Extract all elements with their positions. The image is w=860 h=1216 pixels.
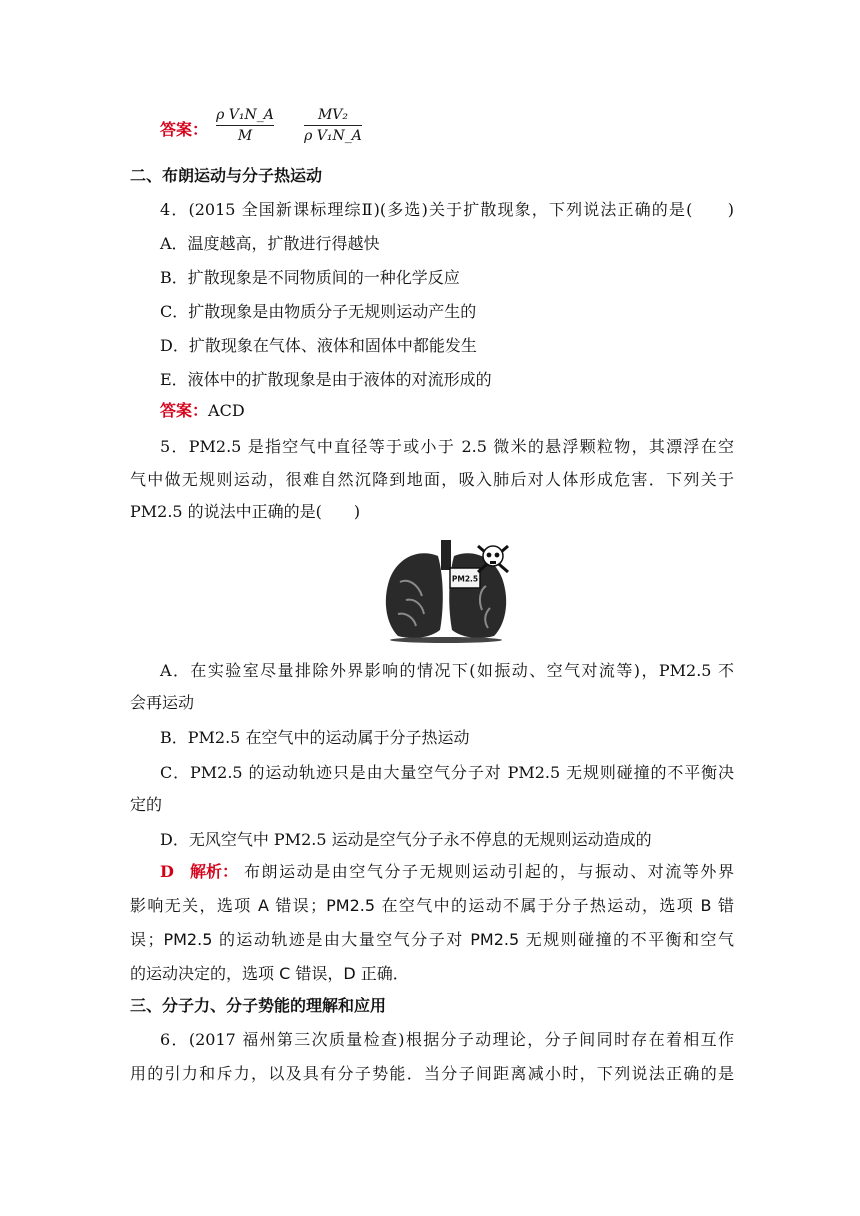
q5-option-a-line-2: 会再运动 [130,693,195,712]
q5-option-c-line-1: C．PM2.5 的运动轨迹只是由大量空气分子对 PM2.5 无规则碰撞的不平衡决 [160,763,734,782]
q4-option-e: E．液体中的扩散现象是由于液体的对流形成的 [160,370,492,389]
q4-option-b: B．扩散现象是不同物质间的一种化学反应 [160,268,460,287]
trachea-shape [441,540,451,570]
q5-option-a-line-1: A．在实验室尽量排除外界影响的情况下(如振动、空气对流等)，PM2.5 不 [160,661,734,680]
q5-option-d: D．无风空气中 PM2.5 运动是空气分子永不停息的无规则运动造成的 [160,830,652,849]
q5-analysis-line-2: 影响无关，选项 A 错误；PM2.5 在空气中的运动不属于分子热运动，选项 B 错 [130,896,734,915]
q5-analysis-label: 解析： [190,862,239,881]
q6-stem-line-1: 6．(2017 福州第三次质量检查)根据分子动理论，分子间同时存在着相互作 [160,1030,734,1049]
q6-stem-line-2: 用的引力和斥力，以及具有分子势能．当分子间距离减小时，下列说法正确的是 [130,1064,734,1083]
lungs-illustration [378,538,518,644]
fraction-2-numerator: MV₂ [317,107,349,123]
section-3-title: 三、分子力、分子势能的理解和应用 [130,996,387,1015]
pm-chip-label: PM2.5 [451,574,479,584]
q5-option-c-line-2: 定的 [130,795,163,814]
q5-stem-line-3: PM2.5 的说法中正确的是( ) [130,502,361,521]
q4-answer-label: 答案： [160,401,209,420]
right-lung-shape [449,553,506,638]
fraction-2-bar [304,125,362,126]
q5-answer-letter: D [160,862,174,881]
section-2-title: 二、布朗运动与分子热运动 [130,166,323,185]
fraction-2-denominator: ρ V₁N_A [304,128,362,144]
q4-option-a: A．温度越高，扩散进行得越快 [160,234,380,253]
q5-stem-line-2: 气中做无规则运动，很难自然沉降到地面，吸入肺后对人体形成危害．下列关于 [130,470,734,489]
q5-analysis-line-1: 布朗运动是由空气分子无规则运动引起的，与振动、对流等外界 [244,862,734,881]
q4-answer-value: ACD [208,401,245,420]
q4-answer [160,401,764,421]
answer-label: 答案： [160,120,209,139]
fraction-1 [216,106,274,145]
q5-stem-line-1: 5．PM2.5 是指空气中直径等于或小于 2.5 微米的悬浮颗粒物，其漂浮在空 [160,437,734,456]
ground-shadow [390,637,502,643]
q5-analysis-line-3: 误；PM2.5 的运动轨迹是由大量空气分子对 PM2.5 无规则碰撞的不平衡和空气 [130,930,734,949]
q5-analysis-line-4: 的运动决定的，选项 C 错误，D 正确． [130,964,409,983]
q4-option-d: D．扩散现象在气体、液体和固体中都能发生 [160,336,477,355]
left-lung-shape [386,553,443,638]
q5-option-b: B．PM2.5 在空气中的运动属于分子热运动 [160,728,470,747]
fraction-1-bar [216,125,274,126]
fraction-2 [304,106,362,145]
q4-stem: 4．(2015 全国新课标理综Ⅱ)(多选)关于扩散现象，下列说法正确的是( ) [160,200,734,219]
fraction-1-denominator: M [237,128,253,144]
fraction-1-numerator: ρ V₁N_A [216,107,274,123]
q4-option-c: C．扩散现象是由物质分子无规则运动产生的 [160,302,477,321]
